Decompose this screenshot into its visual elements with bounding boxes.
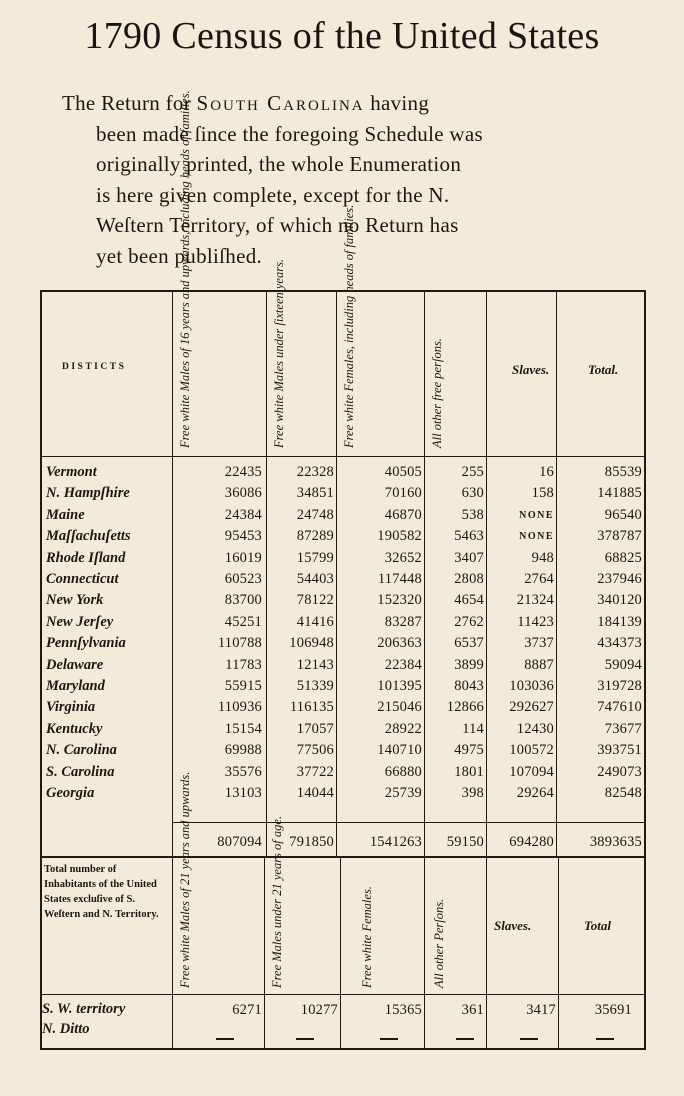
lower-header-total: Total: [584, 918, 611, 933]
row-value: 114: [462, 720, 484, 737]
intro-line: originally printed, the whole Enumeration: [96, 152, 462, 176]
row-district-name: Maryland: [46, 678, 105, 694]
row-value: 22328: [296, 464, 334, 480]
row-district-name: Rhode Iſland: [46, 549, 126, 566]
row-value: 24384: [224, 506, 262, 523]
col-header-slaves: Slaves.: [512, 362, 550, 377]
total-other-free: 59150: [446, 834, 484, 850]
row-value: 3407: [454, 549, 484, 566]
row-district-name: Maine: [46, 506, 85, 523]
row-value: 46870: [384, 506, 422, 523]
row-value: 237946: [597, 571, 642, 587]
row-value: 158: [531, 485, 554, 502]
row-district-name: Pennſylvania: [46, 635, 126, 652]
row-value: 948: [531, 549, 554, 566]
row-value: 2764: [524, 571, 554, 587]
row-value: 184139: [597, 613, 642, 630]
col-header-males-under-16: Free white Males under ſixteen years.: [272, 258, 286, 448]
row-value: 319728: [597, 678, 642, 694]
row-value: 17057: [296, 720, 334, 737]
row-value: 41416: [296, 613, 334, 630]
row-district-name: N. Carolina: [46, 742, 117, 759]
row-value: 110788: [217, 635, 262, 652]
total-slaves: 694280: [509, 834, 554, 850]
row-value: 12866: [446, 699, 484, 716]
row-value: 4975: [454, 742, 484, 759]
totals-rule: [42, 856, 644, 858]
row-district-name: Maſſachuſetts: [46, 528, 131, 545]
row-value: 28922: [384, 720, 422, 737]
row-value: 35576: [224, 763, 262, 780]
column-rule: [558, 856, 559, 1048]
row-value: 106948: [289, 635, 334, 652]
row-value: 434373: [597, 635, 642, 652]
row-value: 22384: [384, 656, 422, 673]
row-value: 538: [461, 506, 484, 523]
row-value: 59094: [604, 656, 642, 673]
row-value: 16: [539, 464, 554, 480]
row-value: 3417: [526, 1002, 556, 1018]
row-value: 6271: [232, 1002, 262, 1018]
row-value: 11423: [517, 613, 554, 630]
row-value: 378787: [597, 528, 642, 545]
row-value: 393751: [597, 742, 642, 759]
row-value: 141885: [597, 485, 642, 502]
row-value: 15799: [296, 549, 334, 566]
row-value: 68825: [604, 549, 642, 566]
row-value: 292627: [509, 699, 554, 716]
row-value: 190582: [377, 528, 422, 545]
row-value: 1801: [454, 763, 484, 780]
row-district-name: S. Carolina: [46, 763, 115, 780]
row-value: 2762: [454, 613, 484, 630]
total-males-16-up: 807094: [217, 834, 262, 850]
lower-header-males-under-21: Free Males under 21 years of age.: [270, 815, 284, 988]
row-value: 116135: [289, 699, 334, 716]
intro-line: yet been publiſhed.: [96, 243, 263, 268]
row-value: 101395: [377, 678, 422, 694]
row-value: 78122: [296, 592, 334, 609]
row-district-name: N. Hampſhire: [46, 485, 130, 502]
row-value: 55915: [224, 678, 262, 694]
column-rule: [264, 856, 265, 1048]
column-rule: [424, 856, 425, 1048]
dash-mark: [596, 1038, 614, 1040]
row-value: 361: [461, 1002, 484, 1018]
row-district-name: Delaware: [46, 656, 104, 673]
total-females: 1541263: [369, 834, 422, 850]
row-value: 117448: [377, 571, 422, 587]
lower-header-slaves: Slaves.: [494, 918, 532, 933]
row-value: 255: [461, 464, 484, 480]
dash-mark: [296, 1038, 314, 1040]
lower-header-males-21-up: Free white Males of 21 years and upwards.: [178, 771, 192, 988]
row-value: 22435: [224, 464, 262, 480]
lower-header-females: Free white Females.: [360, 886, 374, 988]
row-value: 110936: [217, 699, 262, 716]
dash-mark: [520, 1038, 538, 1040]
row-value: 60523: [224, 571, 262, 587]
row-value: 215046: [377, 699, 422, 716]
column-rule: [486, 292, 487, 856]
dash-mark: [380, 1038, 398, 1040]
total-inhabitants-label: Total number of Inhabitants of the United States excluſive of S. Weſtern and N. Territory.: [44, 864, 159, 920]
row-value: 2808: [454, 571, 484, 587]
column-rule: [556, 292, 557, 856]
row-value: 95453: [224, 528, 262, 545]
row-value: 140710: [377, 742, 422, 759]
row-district-name: N. Ditto: [42, 1021, 90, 1037]
row-value: 36086: [224, 485, 262, 502]
subtotal-rule: [172, 822, 644, 823]
row-district-name: S. W. territory: [42, 1001, 126, 1017]
intro-paragraph: [62, 88, 652, 271]
intro-text: having: [364, 91, 430, 115]
row-value: 83700: [224, 592, 262, 609]
row-value: 82548: [604, 785, 642, 801]
row-value: 10277: [300, 1002, 338, 1018]
row-value: 25739: [384, 785, 422, 801]
row-value: 340120: [597, 592, 642, 609]
row-value: 630: [461, 485, 484, 502]
total-males-under-16: 791850: [289, 834, 334, 850]
column-rule: [336, 292, 337, 856]
dash-mark: [456, 1038, 474, 1040]
row-value: 24748: [296, 506, 334, 523]
row-value: 54403: [296, 571, 334, 587]
row-value: 51339: [296, 678, 334, 694]
col-header-total: Total.: [588, 362, 619, 377]
col-header-females: Free white Females, including heads of families.: [342, 204, 356, 448]
col-header-males-16-up: Free white Males of 16 years and upwards, including heads of families.: [178, 90, 192, 448]
row-value: 32652: [384, 549, 422, 566]
row-value: 107094: [509, 763, 554, 780]
column-rule: [340, 856, 341, 1048]
row-value: 249073: [597, 763, 642, 780]
row-value: 5463: [454, 528, 484, 545]
row-value: 77506: [296, 742, 334, 759]
row-value: 35691: [594, 1002, 632, 1018]
row-value: 87289: [296, 528, 334, 545]
row-value: 4654: [454, 592, 484, 609]
column-rule: [172, 856, 173, 1048]
row-value: 14044: [296, 785, 334, 801]
row-value: 12430: [516, 720, 554, 737]
row-value: 6537: [454, 635, 484, 652]
row-value: 103036: [509, 678, 554, 694]
intro-line: Weſtern Territory, of which no Return has: [96, 213, 459, 237]
districts-header: DISTICTS: [62, 362, 127, 372]
col-header-other-free: All other free perſons.: [430, 338, 444, 448]
row-district-name: Kentucky: [46, 720, 103, 737]
row-value: 747610: [597, 699, 642, 716]
row-value: 45251: [224, 613, 262, 630]
column-rule: [172, 292, 173, 856]
row-district-name: Connecticut: [46, 571, 119, 587]
row-value: 398: [461, 785, 484, 801]
row-value: 34851: [296, 485, 334, 502]
total-all: 3893635: [589, 834, 642, 850]
row-value: 13103: [224, 785, 262, 801]
row-value: 40505: [384, 464, 422, 480]
row-value: 66880: [384, 763, 422, 780]
page-title: 1790 Census of the United States: [84, 15, 600, 57]
row-value: 96540: [604, 506, 642, 523]
dash-mark: [216, 1038, 234, 1040]
row-value: 21324: [516, 592, 554, 609]
row-value: NONE: [519, 509, 554, 521]
row-value: 100572: [509, 742, 554, 759]
lower-header-other: All other Perſons.: [432, 898, 446, 988]
row-value: 8043: [454, 678, 484, 694]
row-district-name: Vermont: [46, 464, 97, 480]
row-value: 8887: [524, 656, 554, 673]
row-value: 152320: [377, 592, 422, 609]
row-value: NONE: [519, 531, 554, 543]
intro-text: The Return for: [62, 91, 197, 115]
row-district-name: Virginia: [46, 699, 96, 716]
row-value: 15154: [224, 720, 262, 737]
row-value: 70160: [384, 485, 422, 502]
row-value: 16019: [224, 549, 262, 566]
row-value: 29264: [516, 785, 554, 801]
row-value: 3899: [454, 656, 484, 673]
column-rule: [486, 856, 487, 1048]
row-district-name: Georgia: [46, 785, 95, 801]
intro-line: is here given complete, except for the N.: [96, 182, 450, 207]
row-district-name: New Jerſey: [46, 613, 114, 630]
intro-line: been made ſince the foregoing Schedule was: [96, 121, 483, 146]
row-value: 15365: [384, 1002, 422, 1018]
row-value: 206363: [377, 635, 422, 652]
column-rule: [424, 292, 425, 856]
lower-header-rule: [42, 994, 644, 995]
row-value: 12143: [296, 656, 334, 673]
header-rule: [42, 456, 644, 457]
row-value: 37722: [296, 763, 334, 780]
intro-line: [62, 88, 652, 119]
row-value: 3737: [524, 635, 554, 652]
row-value: 73677: [604, 720, 642, 737]
row-value: 11783: [225, 656, 262, 673]
row-value: 85539: [604, 464, 642, 480]
row-district-name: New York: [46, 592, 104, 609]
row-value: 69988: [224, 742, 262, 759]
intro-state-name: South Carolina: [196, 91, 365, 115]
column-rule: [266, 292, 267, 856]
row-value: 83287: [384, 613, 422, 630]
